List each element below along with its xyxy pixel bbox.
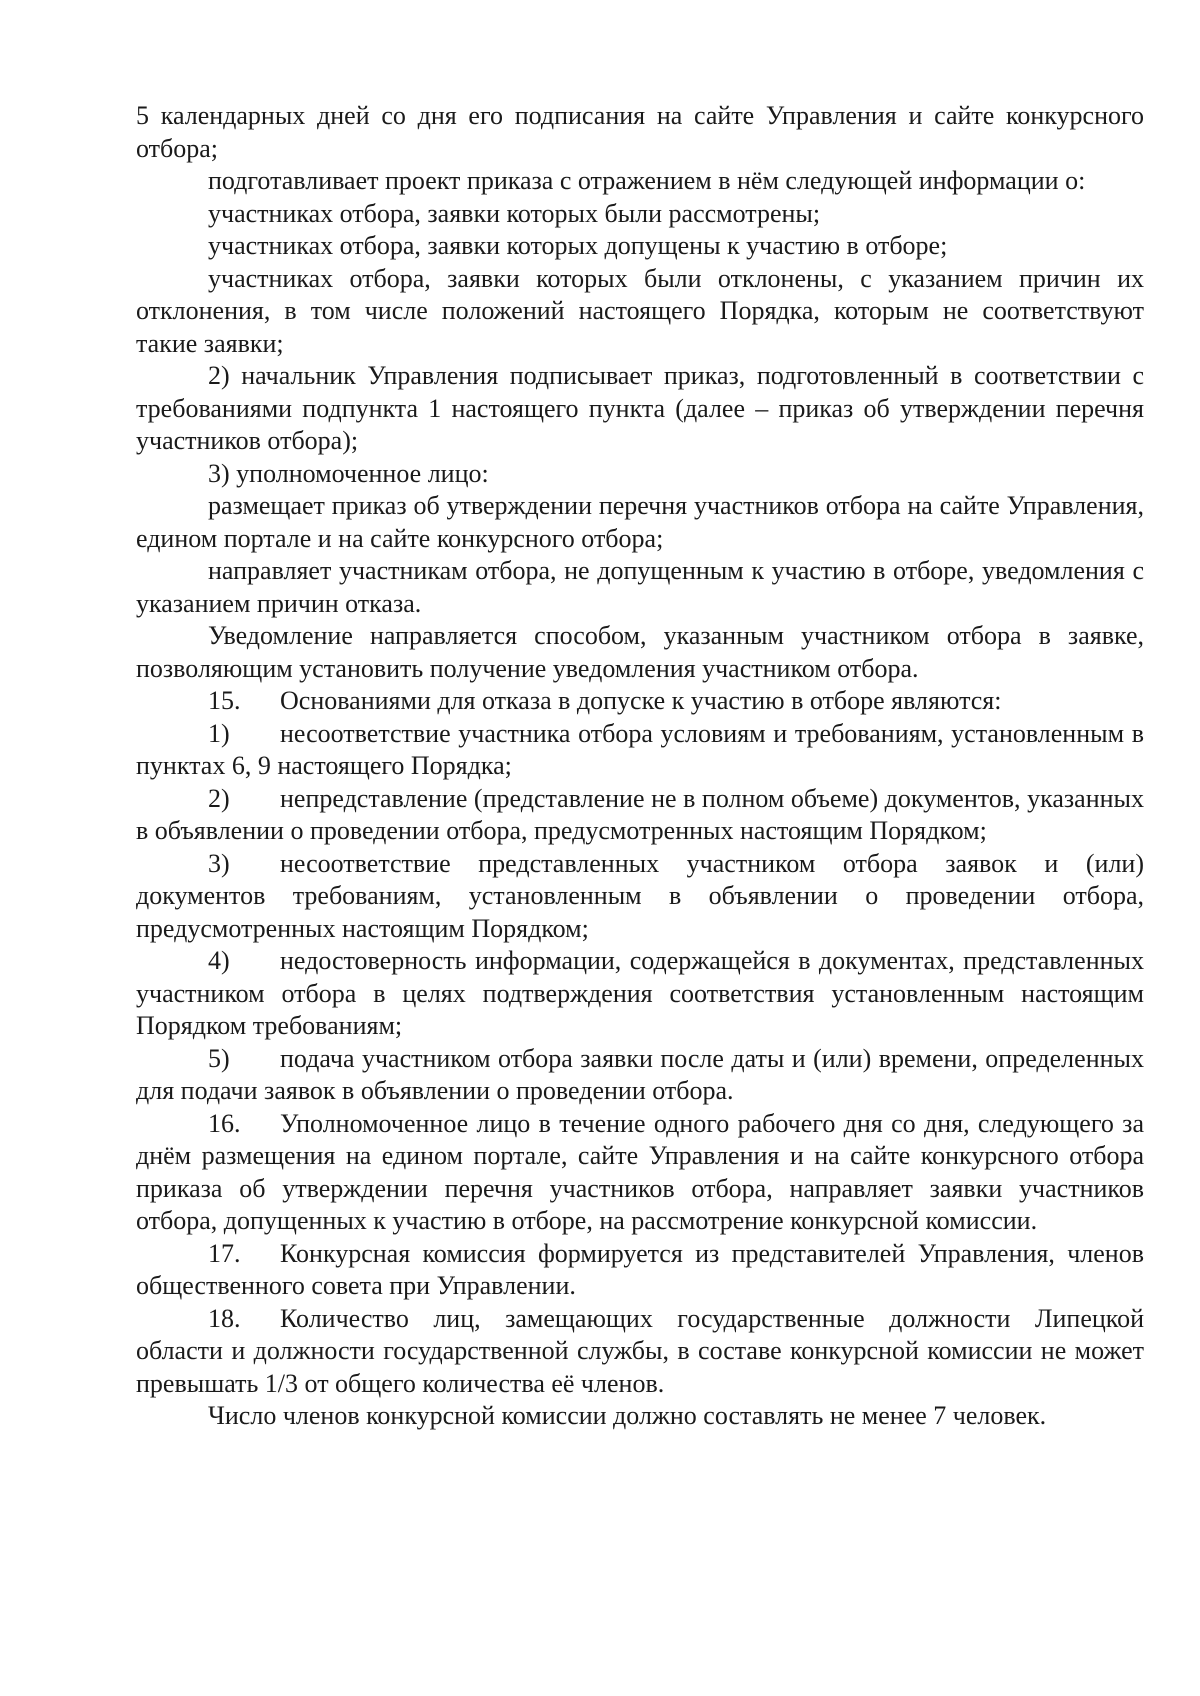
- paragraph: 2) начальник Управления подписывает приказ, подготовленный в соответствии с требованиями подпункта 1 настоящего пункта (далее – приказ об утверждении перечня участников отбора);: [136, 361, 1144, 455]
- numbered-item: [136, 783, 1144, 848]
- item-number: 16.: [208, 1108, 241, 1138]
- item-text: несоответствие участника отбора условиям и требованиям, установленным в пунктах 6, 9 настоящего Порядка;: [136, 718, 1144, 780]
- paragraph: участниках отбора, заявки которых допущены к участию в отборе;: [208, 231, 948, 260]
- paragraph: участниках отбора, заявки которых были рассмотрены;: [208, 198, 821, 228]
- item-number: 1): [208, 718, 230, 748]
- item-text: Основаниями для отказа в допуске к участию в отборе являются:: [280, 686, 1002, 715]
- item-number: 15.: [208, 686, 241, 715]
- paragraph: подготавливает проект приказа с отражением в нём следующей информации о:: [208, 166, 1086, 195]
- item-number: 18.: [208, 1303, 241, 1333]
- item-number: 3): [208, 848, 230, 878]
- item-number: 5): [208, 1043, 230, 1073]
- numbered-item: [136, 1238, 1144, 1303]
- numbered-item: [136, 685, 1144, 718]
- item-number: 17.: [208, 1238, 241, 1268]
- item-text: подача участником отбора заявки после даты и (или) времени, определенных для подачи заявок в объявлении о проведении отбора.: [136, 1043, 1144, 1105]
- item-text: несоответствие представленных участником отбора заявок и (или) документов требованиям, установленным в объявлении о проведении отбора, предусмотренных настоящим Порядком;: [136, 848, 1144, 943]
- item-text: непредставление (представление не в полном объеме) документов, указанных в объявлении о проведении отбора, предусмотренных настоящим Порядком;: [136, 783, 1144, 845]
- item-text: Количество лиц, замещающих государственные должности Липецкой области и должности государственной службы, в составе конкурсной комиссии не может превышать 1/3 от общего количества её членов.: [136, 1303, 1144, 1398]
- item-text: Уполномоченное лицо в течение одного рабочего дня со дня, следующего за днём размещения на едином портале, сайте Управления и на сайте конкурсного отбора приказа об утверждении перечня участников отбора, направляет заявки участников отбора, допущенных к участию в отборе, на рассмотрение конкурсной комиссии.: [136, 1108, 1144, 1235]
- paragraph: размещает приказ об утверждении перечня участников отбора на сайте Управления, едином портале и на сайте конкурсного отбора;: [136, 491, 1144, 553]
- paragraph: направляет участникам отбора, не допущенным к участию в отборе, уведомления с указанием причин отказа.: [136, 556, 1144, 618]
- document-page: [136, 100, 1144, 1433]
- numbered-item: [136, 848, 1144, 946]
- numbered-item: [136, 1043, 1144, 1108]
- item-text: недостоверность информации, содержащейся в документах, представленных участником отбора в целях подтверждения соответствия установленным настоящим Порядком требованиям;: [136, 946, 1144, 1040]
- numbered-item: [136, 1108, 1144, 1238]
- paragraph: 3) уполномоченное лицо:: [208, 458, 489, 488]
- paragraph: участниках отбора, заявки которых были отклонены, с указанием причин их отклонения, в том числе положений настоящего Порядка, которым не соответствуют такие заявки;: [136, 263, 1144, 358]
- paragraph: 5 календарных дней со дня его подписания на сайте Управления и сайте конкурсного отбора;: [136, 101, 1144, 163]
- item-number: 4): [208, 946, 230, 975]
- closing-paragraph: Число членов конкурсной комиссии должно составлять не менее 7 человек.: [208, 1401, 1047, 1430]
- numbered-item: [136, 718, 1144, 783]
- numbered-item: [136, 1303, 1144, 1401]
- item-text: Конкурсная комиссия формируется из представителей Управления, членов общественного совета при Управлении.: [136, 1238, 1144, 1300]
- item-number: 2): [208, 783, 230, 813]
- paragraph: Уведомление направляется способом, указанным участником отбора в заявке, позволяющим установить получение уведомления участником отбора.: [136, 621, 1144, 683]
- numbered-item: [136, 945, 1144, 1043]
